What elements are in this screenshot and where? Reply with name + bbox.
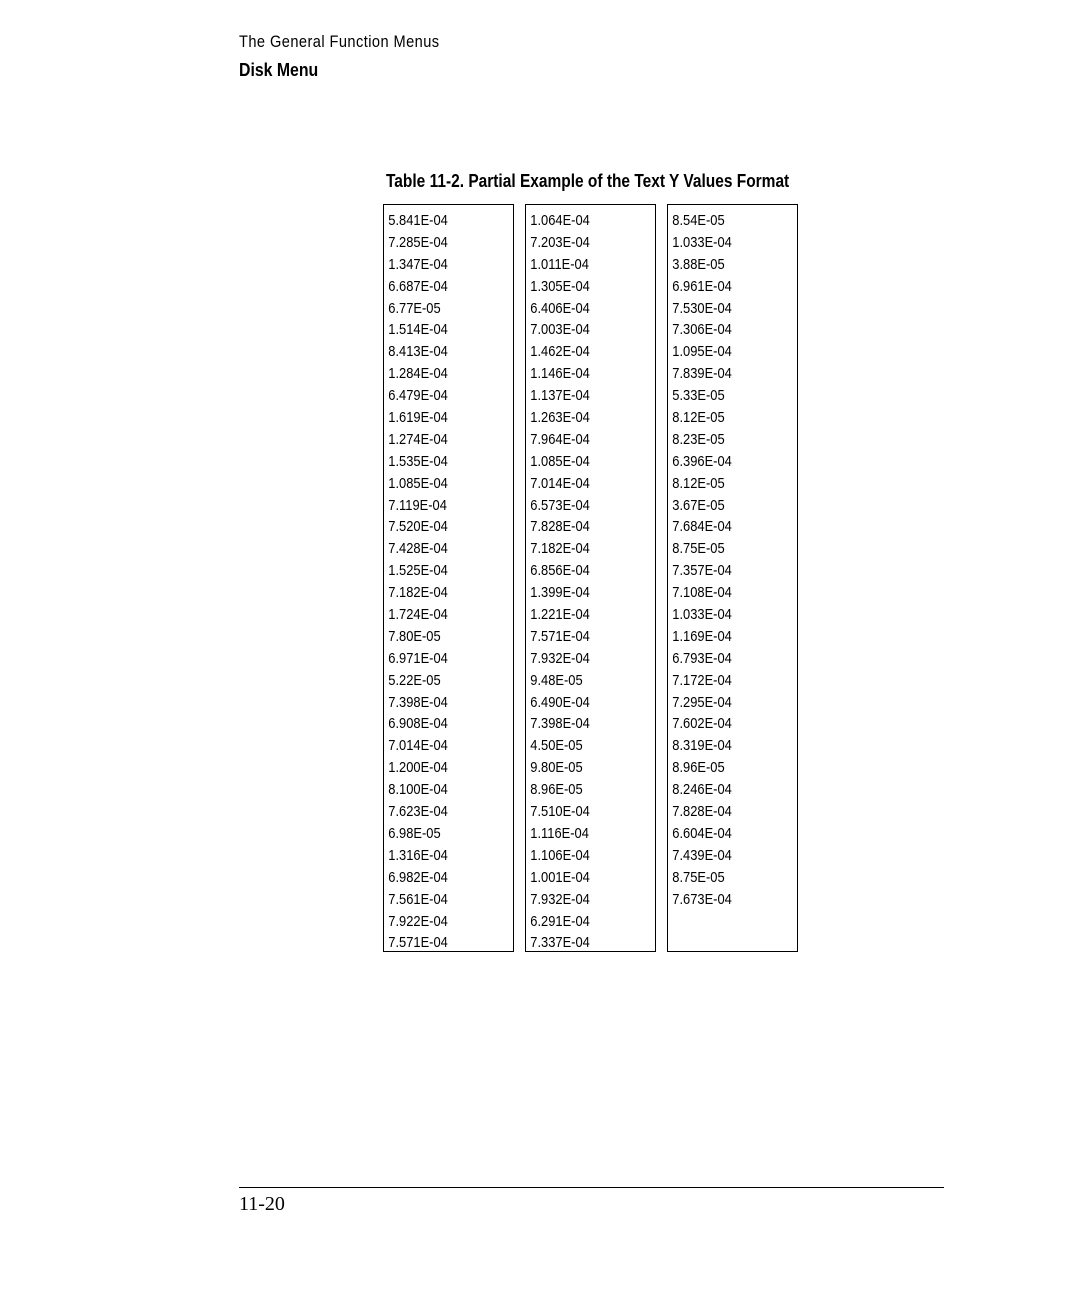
table-cell: 1.001E-04	[530, 868, 590, 886]
table-cell: 1.514E-04	[388, 321, 448, 339]
table-cell: 7.922E-04	[388, 912, 448, 930]
table-caption: Table 11-2. Partial Example of the Text Y Values Format	[386, 171, 790, 191]
table-cell: 7.014E-04	[388, 737, 448, 755]
table-cell: 7.932E-04	[530, 890, 590, 908]
table-cell: 7.571E-04	[530, 627, 590, 645]
table-cell: 8.75E-05	[672, 868, 725, 886]
table-cell: 6.77E-05	[388, 299, 441, 317]
table-cell: 6.687E-04	[388, 277, 448, 295]
table-cell: 8.23E-05	[672, 430, 725, 448]
table-cell: 1.200E-04	[388, 759, 448, 777]
table-cell: 7.398E-04	[388, 693, 448, 711]
table-cell: 6.908E-04	[388, 715, 448, 733]
table-cell: 7.285E-04	[388, 233, 448, 251]
table-cell: 7.439E-04	[672, 846, 732, 864]
values-column-1	[383, 204, 514, 952]
table-cell: 7.203E-04	[530, 233, 590, 251]
table-cell: 9.48E-05	[530, 671, 583, 689]
table-cell: 1.274E-04	[388, 430, 448, 448]
table-cell: 1.535E-04	[388, 452, 448, 470]
table-cell: 8.319E-04	[672, 737, 732, 755]
table-cell: 8.12E-05	[672, 474, 725, 492]
table-cell: 7.828E-04	[672, 803, 732, 821]
table-cell: 1.064E-04	[530, 212, 590, 229]
table-cell: 5.22E-05	[388, 671, 441, 689]
table-cell: 8.96E-05	[530, 781, 583, 799]
table-cell: 7.828E-04	[530, 518, 590, 536]
table-cell: 7.530E-04	[672, 299, 732, 317]
table-cell: 7.357E-04	[672, 562, 732, 580]
section-title: Disk Menu	[239, 60, 319, 80]
table-cell: 1.085E-04	[530, 452, 590, 470]
table-cell: 8.12E-05	[672, 409, 725, 427]
table-cell: 1.033E-04	[672, 606, 732, 624]
table-cell: 3.67E-05	[672, 496, 725, 514]
table-cell: 1.724E-04	[388, 606, 448, 624]
table-cell: 8.96E-05	[672, 759, 725, 777]
table-cell: 3.88E-05	[672, 255, 725, 273]
table-cell: 1.106E-04	[530, 846, 590, 864]
table-cell: 1.116E-04	[530, 824, 589, 842]
table-cell: 1.221E-04	[530, 606, 590, 624]
table-cell: 1.095E-04	[672, 343, 732, 361]
table-cell: 1.169E-04	[672, 627, 732, 645]
table-cell: 4.50E-05	[530, 737, 583, 755]
table-cell: 1.263E-04	[530, 409, 590, 427]
table-cell: 6.490E-04	[530, 693, 590, 711]
table-cell: 1.137E-04	[530, 387, 590, 405]
table-cell: 7.003E-04	[530, 321, 590, 339]
table-cell: 7.80E-05	[388, 627, 441, 645]
table-cell: 1.011E-04	[530, 255, 589, 273]
table-cell: 6.98E-05	[388, 824, 441, 842]
table-cell: 7.510E-04	[530, 803, 590, 821]
table-cell: 6.291E-04	[530, 912, 590, 930]
table-cell: 7.014E-04	[530, 474, 590, 492]
table-cell: 7.108E-04	[672, 584, 732, 602]
table-cell: 6.856E-04	[530, 562, 590, 580]
table-cell: 6.396E-04	[672, 452, 732, 470]
table-cell: 1.316E-04	[388, 846, 448, 864]
table-cell: 6.604E-04	[672, 824, 732, 842]
running-head: The General Function Menus	[239, 32, 440, 51]
table-cell: 5.33E-05	[672, 387, 725, 405]
table-cell: 7.337E-04	[530, 934, 590, 952]
table-cell: 7.571E-04	[388, 934, 448, 952]
table-cell: 1.284E-04	[388, 365, 448, 383]
table-cell: 8.75E-05	[672, 540, 725, 558]
table-cell: 7.119E-04	[388, 496, 447, 514]
table-cell: 7.684E-04	[672, 518, 732, 536]
table-cell: 1.085E-04	[388, 474, 448, 492]
table-cell: 7.932E-04	[530, 649, 590, 667]
table-cell: 7.623E-04	[388, 803, 448, 821]
table-cell: 6.971E-04	[388, 649, 448, 667]
table-cell: 1.525E-04	[388, 562, 448, 580]
table-cell: 7.398E-04	[530, 715, 590, 733]
table-cell: 5.841E-04	[388, 212, 448, 229]
table-cell: 7.306E-04	[672, 321, 732, 339]
values-column-2	[525, 204, 656, 952]
table-cell: 6.406E-04	[530, 299, 590, 317]
table-cell: 1.305E-04	[530, 277, 590, 295]
table-cell: 6.961E-04	[672, 277, 732, 295]
table-cell: 1.462E-04	[530, 343, 590, 361]
table-cell: 8.54E-05	[672, 212, 725, 229]
table-cell: 1.399E-04	[530, 584, 590, 602]
page-number: 11-20	[239, 1193, 285, 1215]
table-cell: 6.573E-04	[530, 496, 590, 514]
values-column-3	[667, 204, 798, 952]
table-cell: 6.982E-04	[388, 868, 448, 886]
table-cell: 7.839E-04	[672, 365, 732, 383]
table-cell: 1.619E-04	[388, 409, 448, 427]
table-cell: 7.673E-04	[672, 890, 732, 908]
table-cell: 7.172E-04	[672, 671, 732, 689]
table-cell: 7.561E-04	[388, 890, 448, 908]
table-cell: 7.295E-04	[672, 693, 732, 711]
table-cell: 7.182E-04	[530, 540, 590, 558]
table-cell: 7.428E-04	[388, 540, 448, 558]
table-cell: 7.602E-04	[672, 715, 732, 733]
table-cell: 7.182E-04	[388, 584, 448, 602]
table-cell: 1.146E-04	[530, 365, 590, 383]
footer-rule	[239, 1187, 944, 1188]
table-cell: 7.964E-04	[530, 430, 590, 448]
table-cell: 1.347E-04	[388, 255, 448, 273]
table-cell: 1.033E-04	[672, 233, 732, 251]
table-cell: 9.80E-05	[530, 759, 583, 777]
table-cell: 6.479E-04	[388, 387, 448, 405]
table-cell: 6.793E-04	[672, 649, 732, 667]
table-cell: 8.413E-04	[388, 343, 448, 361]
table-cell: 8.100E-04	[388, 781, 448, 799]
table-cell: 8.246E-04	[672, 781, 732, 799]
table-cell: 7.520E-04	[388, 518, 448, 536]
